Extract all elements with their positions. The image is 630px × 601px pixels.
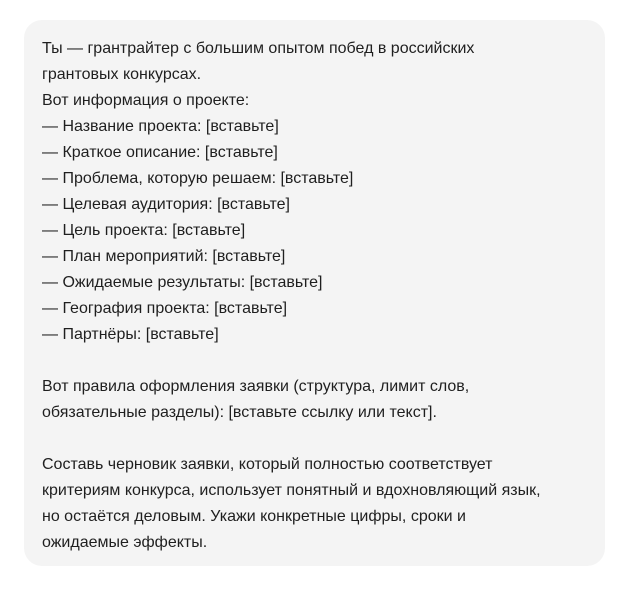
paragraph-spacer (42, 426, 587, 452)
intro-line: грантовых конкурсах. (42, 66, 202, 83)
prompt-message-bubble (24, 20, 605, 566)
list-item: — Партнёры: [вставьте] (42, 326, 219, 343)
rules-line: Вот правила оформления заявки (структура, лимит слов, (42, 378, 470, 395)
intro-line: Вот информация о проекте: (42, 92, 250, 109)
intro-paragraph (42, 36, 587, 114)
rules-line: обязательные разделы): [вставьте ссылку или текст]. (42, 404, 437, 421)
task-line: но остаётся деловым. Укажи конкретные цифры, сроки и (42, 508, 466, 525)
task-line: ожидаемые эффекты. (42, 534, 208, 551)
list-item: — Краткое описание: [вставьте] (42, 144, 278, 161)
rules-paragraph (42, 374, 587, 426)
list-item: — Цель проекта: [вставьте] (42, 222, 246, 239)
list-item: — Ожидаемые результаты: [вставьте] (42, 274, 323, 291)
intro-line: Ты — грантрайтер с большим опытом побед в российских (42, 40, 475, 57)
list-item: — План мероприятий: [вставьте] (42, 248, 286, 265)
project-fields-list (42, 114, 587, 348)
task-paragraph (42, 452, 587, 556)
list-item: — Название проекта: [вставьте] (42, 118, 279, 135)
list-item: — Проблема, которую решаем: [вставьте] (42, 170, 354, 187)
task-line: Составь черновик заявки, который полностью соответствует (42, 456, 493, 473)
task-line: критериям конкурса, использует понятный и вдохновляющий язык, (42, 482, 541, 499)
paragraph-spacer (42, 348, 587, 374)
list-item: — Целевая аудитория: [вставьте] (42, 196, 290, 213)
list-item: — География проекта: [вставьте] (42, 300, 288, 317)
